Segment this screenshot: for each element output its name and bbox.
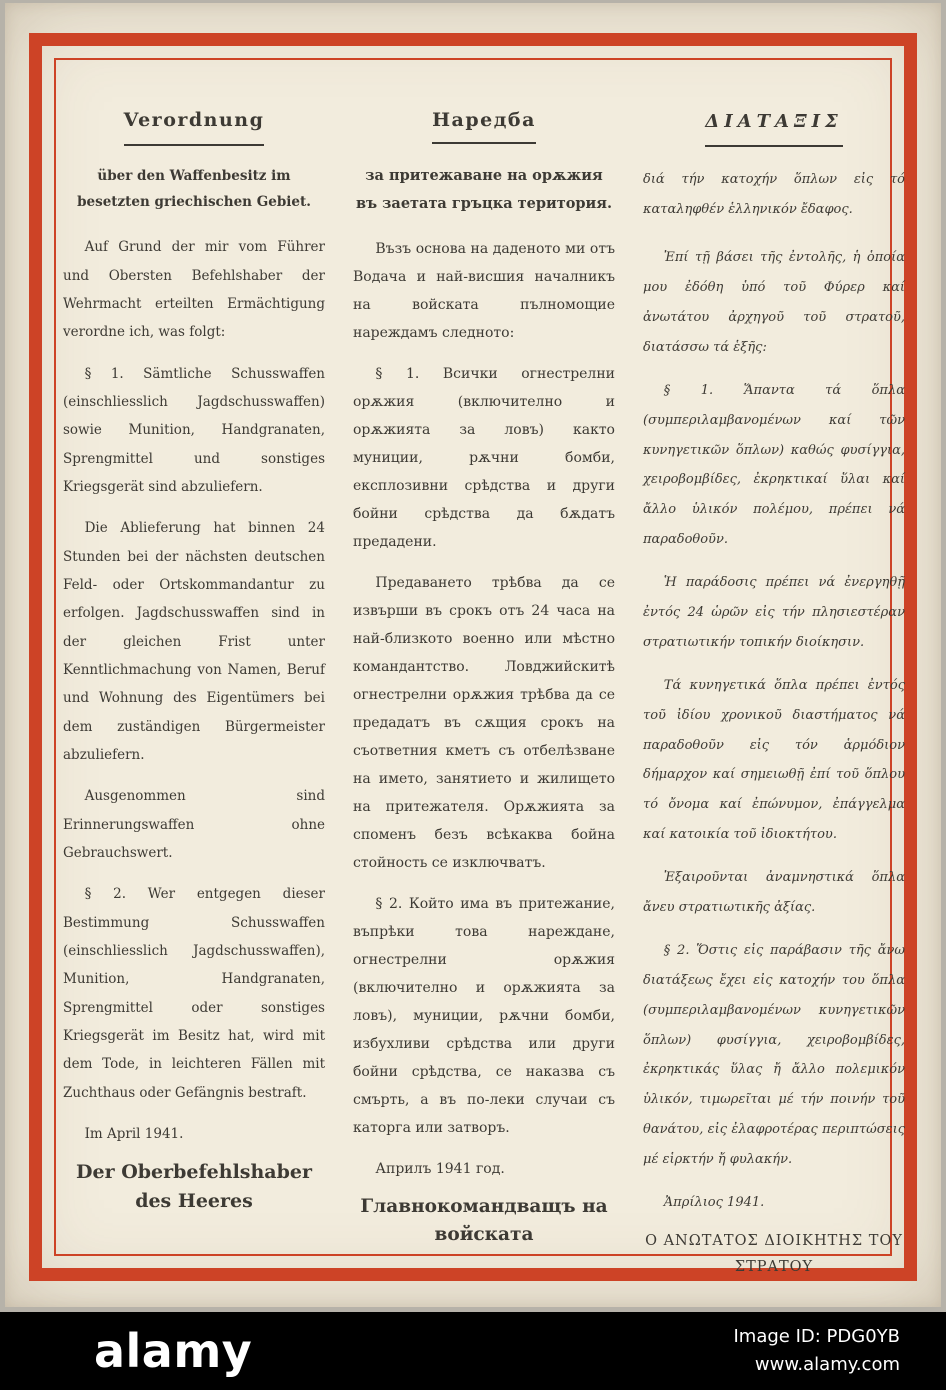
bulgarian-title-wrap — [353, 101, 615, 144]
greek-paragraph: Ἐξαιροῦνται ἀναμνηστικά ὅπλα ἄνευ στρατιωτικῆς ἀξίας. — [643, 870, 905, 915]
greek-paragraph: Ἡ παράδοσις πρέπει νά ἐνεργηθῇ ἐντός 24 ὡρῶν εἰς τήν πλησιεστέραν στρατιωτικήν τοπικήν διοίκησιν. — [643, 575, 905, 650]
greek-signature: Ο ΑΝΩΤΑΤΟΣ ΔΙΟΙΚΗΤΗΣ ΤΟΥ ΣΤΡΑΤΟΥ — [645, 1232, 903, 1275]
german-paragraph: Auf Grund der mir vom Führer und Obersten Befehlshaber der Wehrmacht erteilten Ermächtigung verordne ich, was folgt: — [63, 239, 325, 341]
bulgarian-title: Наредба — [432, 101, 536, 144]
greek-date: Ἀπρίλιος 1941. — [663, 1195, 765, 1210]
watermark-bar — [0, 1312, 946, 1390]
column-greek — [643, 101, 905, 1275]
watermark-meta — [733, 1323, 900, 1379]
bulgarian-date: Априлъ 1941 год. — [375, 1161, 505, 1178]
german-paragraph: Ausgenommen sind Erinnerungswaffen ohne Gebrauchswert. — [63, 788, 325, 862]
bulgarian-paragraph: Предаването трѣбва да се извърши въ срокъ отъ 24 часа на най-близкото военно или мѣстно командантство. Ловджийскитѣ огнестрелни орѫжия трѣбва да се предадатъ въ сѫщия срокъ на съответния кметъ съ отбелѣзване на името, занятието и жилището на притежателя. Орѫжията за споменъ безъ всѣкаква бойна стойность се изключватъ. — [353, 575, 615, 872]
greek-subtitle: διά τήν κατοχήν ὅπλων εἰς τό καταληφθέν ἑλληνικόν ἔδαφος. — [643, 172, 905, 218]
german-signature: Der Oberbefehlshaber des Heeres — [76, 1161, 312, 1212]
german-date: Im April 1941. — [84, 1126, 184, 1143]
greek-paragraph: § 1. Ἅπαντα τά ὅπλα (συμπεριλαμβανομένων καί τῶν κυνηγετικῶν ὅπλων) καθώς φυσίγγια, χειροβομβίδες, ἐκρηκτικαί ὕλαι καί ἄλλο ὑλικόν πολέμου, πρέπει νά παραδοθοῦν. — [643, 382, 905, 548]
greek-title-wrap — [643, 101, 905, 147]
bulgarian-paragraph: § 1. Всички огнестрелни орѫжия (включително и орѫжията за ловъ) както муниции, рѫчни бомби, експлозивни срѣдства и други бойни срѣдства да бѫдатъ предадени. — [353, 366, 615, 551]
german-paragraph: § 1. Sämtliche Schusswaffen (einschliesslich Jagdschusswaffen) sowie Munition, Handgranaten, Sprengmittel und sonstiges Kriegsgerät sind abzuliefern. — [63, 365, 325, 495]
alamy-url: www.alamy.com — [754, 1354, 900, 1375]
poster-content — [63, 101, 905, 1275]
bulgarian-paragraph: Възъ основа на даденото ми отъ Водача и най-висшия началникъ на войската пълномощие нареждамъ следното: — [353, 241, 615, 342]
column-german — [63, 101, 325, 1245]
greek-title: ΔΙΑΤΑΞΙΣ — [705, 101, 843, 147]
poster — [5, 3, 941, 1307]
german-title-wrap — [63, 101, 325, 146]
german-title: Verordnung — [124, 101, 265, 146]
alamy-logo: alamy — [94, 1324, 253, 1378]
bulgarian-signature: Главнокомандващъ на войската — [360, 1196, 608, 1245]
german-subtitle: über den Waffenbesitz im besetzten griechischen Gebiet. — [77, 167, 311, 210]
greek-paragraph: Τά κυνηγετικά ὅπλα πρέπει ἐντός τοῦ ἰδίου χρονικοῦ διαστήματος νά παραδοθοῦν εἰς τόν ἁρμόδιον δήμαρχον καί σημειωθῇ ἐπί τοῦ ὅπλου τό ὄνομα καί ἐπώνυμον, ἐπάγγελμα καί κατοικία τοῦ ἰδιοκτήτου. — [643, 677, 905, 843]
column-bulgarian — [353, 101, 615, 1245]
german-paragraph: Die Ablieferung hat binnen 24 Stunden bei der nächsten deutschen Feld- oder Ortskommandantur zu erfolgen. Jagdschusswaffen sind in der gleichen Frist unter Kenntlichmachung von Namen, Beruf und Wohnung des Eigentümers bei dem zuständigen Bürgermeister abzuliefern. — [63, 520, 325, 764]
greek-paragraph: § 2. Ὅστις εἰς παράβασιν τῆς ἄνω διατάξεως ἔχει εἰς κατοχήν του ὅπλα (συμπεριλαμβανομένων κυνηγετικῶν ὅπλων) φυσίγγια, χειροβομβίδες, ἐκρηκτικάς ὕλας ἤ ἄλλο πολεμικόν ὑλικόν, τιμωρεῖται μέ τήν ποινήν τοῦ θανάτου, εἰς ἐλαφροτέρας περιπτώσεις μέ εἱρκτήν ἤ φυλακήν. — [643, 942, 905, 1168]
image-id: Image ID: PDG0YB — [733, 1326, 900, 1348]
bulgarian-subtitle: за притежаване на орѫжия въ заетата гръцка територия. — [355, 167, 613, 212]
greek-paragraph: Ἐπί τῇ βάσει τῆς ἐντολῆς, ἡ ὁποία μου ἐδόθη ὑπό τοῦ Φύρερ καί ἀνωτάτου ἀρχηγοῦ τοῦ στρατοῦ, διατάσσω τά ἑξῆς: — [643, 250, 905, 355]
bulgarian-paragraph: § 2. Който има въ притежание, въпрѣки това нареждане, огнестрелни орѫжия (включително и орѫжията за ловъ), муниции, рѫчни бомби, избухливи срѣдства или други бойни срѣдства, се наказва съ смърть, а въ по-леки случаи съ каторга или затворъ. — [353, 896, 615, 1137]
german-paragraph: § 2. Wer entgegen dieser Bestimmung Schusswaffen (einschliesslich Jagdschusswaffen), Munition, Handgranaten, Sprengmittel oder sonstiges Kriegsgerät im Besitz hat, wird mit dem Tode, in leichteren Fällen mit Zuchthaus oder Gefängnis bestraft. — [63, 886, 325, 1101]
